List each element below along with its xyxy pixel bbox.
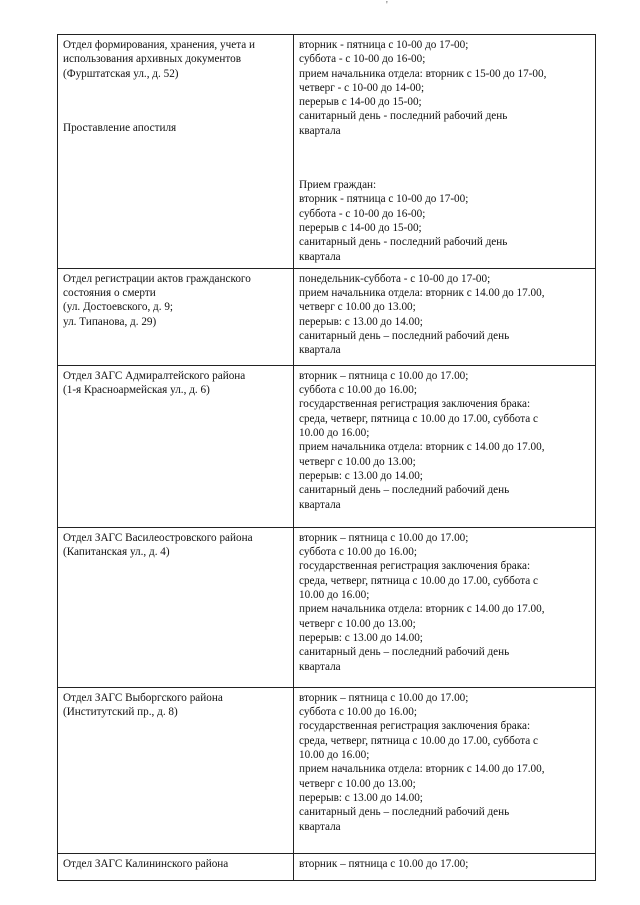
schedule-line: суббота с 10.00 до 16.00; [299, 546, 417, 559]
department-line: Отдел ЗАГС Калининского района [63, 857, 229, 870]
department-line: ул. Типанова, д. 29) [63, 315, 157, 328]
department-line: (ул. Достоевского, д. 9; [63, 301, 174, 314]
schedule-cell [294, 527, 596, 687]
schedule-line: среда, четверг, пятница с 10.00 до 17.00, суббота с [299, 574, 538, 587]
schedule-line: государственная регистрация заключения брака: [299, 398, 531, 411]
schedule-line: квартала [299, 344, 341, 357]
department-cell [58, 268, 294, 365]
schedule-line: квартала [299, 250, 341, 263]
department-line: Отдел ЗАГС Василеостровского района [63, 531, 253, 544]
schedule-line: 10.00 до 16.00; [299, 749, 370, 762]
department-line: Отдел ЗАГС Выборгского района [63, 691, 223, 704]
schedule-line: четверг с 10.00 до 13.00; [299, 777, 416, 790]
schedule-line: перерыв: с 13.00 до 14.00; [299, 469, 423, 482]
section-gap [63, 81, 289, 121]
department-line: (Капитанская ул., д. 4) [63, 546, 170, 559]
schedule-line: перерыв: с 13.00 до 14.00; [299, 791, 423, 804]
schedule-line: прием начальника отдела: вторник с 15-00 до 17-00, [299, 67, 547, 80]
table-row [58, 527, 596, 687]
schedule-line: среда, четверг, пятница с 10.00 до 17.00, суббота с [299, 412, 538, 425]
schedule-line: прием начальника отдела: вторник с 14.00 до 17.00, [299, 441, 545, 454]
department-line: состояния о смерти [63, 287, 156, 300]
table-row [58, 687, 596, 853]
department-line: Отдел ЗАГС Адмиралтейского района [63, 369, 246, 382]
schedule-line: среда, четверг, пятница с 10.00 до 17.00, суббота с [299, 734, 538, 747]
schedule-line: государственная регистрация заключения брака: [299, 560, 531, 573]
schedule-line: квартала [299, 820, 341, 833]
table-row [58, 268, 596, 365]
department-line: (1-я Красноармейская ул., д. 6) [63, 384, 210, 397]
table-row [58, 35, 596, 269]
department-cell [58, 687, 294, 853]
department-cell [58, 853, 294, 880]
schedule-line: понедельник-суббота - с 10-00 до 17-00; [299, 272, 491, 285]
schedule-line: санитарный день – последний рабочий день [299, 646, 510, 659]
table-row [58, 853, 596, 880]
schedule-line: четверг - с 10-00 до 14-00; [299, 81, 425, 94]
schedule-line: суббота с 10.00 до 16.00; [299, 706, 417, 719]
schedule-line: санитарный день - последний рабочий день [299, 236, 508, 249]
department-cell [58, 35, 294, 269]
section-gap [299, 138, 591, 178]
schedule-line: квартала [299, 498, 341, 511]
schedule-line: четверг с 10.00 до 13.00; [299, 455, 416, 468]
schedule-line: государственная регистрация заключения брака: [299, 720, 531, 733]
schedule-line: перерыв: с 13.00 до 14.00; [299, 315, 423, 328]
department-line: Отдел формирования, хранения, учета и [63, 39, 255, 51]
schedule-line: четверг с 10.00 до 13.00; [299, 301, 416, 314]
schedule-line: вторник - пятница с 10-00 до 17-00; [299, 39, 469, 51]
schedule-line: перерыв с 14-00 до 15-00; [299, 96, 422, 109]
department-cell [58, 365, 294, 527]
schedule-line: вторник – пятница с 10.00 до 17.00; [299, 691, 469, 704]
department-line: использования архивных документов [63, 53, 242, 66]
department-line: (Фурштатская ул., д. 52) [63, 67, 179, 80]
page-mark: ' [386, 0, 388, 11]
schedule-line: прием начальника отдела: вторник с 14.00 до 17.00, [299, 603, 545, 616]
schedule-line: вторник – пятница с 10.00 до 17.00; [299, 857, 469, 870]
schedule-cell [294, 687, 596, 853]
schedule-line: вторник - пятница с 10-00 до 17-00; [299, 193, 469, 206]
department-cell [58, 527, 294, 687]
schedule-line: санитарный день - последний рабочий день [299, 110, 508, 123]
schedule-line: вторник – пятница с 10.00 до 17.00; [299, 531, 469, 544]
schedule-line: прием начальника отдела: вторник с 14.00 до 17.00, [299, 287, 545, 300]
schedule-line: 10.00 до 16.00; [299, 589, 370, 602]
schedule-line: суббота - с 10-00 до 16-00; [299, 207, 426, 220]
schedule-line: перерыв с 14-00 до 15-00; [299, 221, 422, 234]
schedule-line: вторник – пятница с 10.00 до 17.00; [299, 369, 469, 382]
department-line: (Институтский пр., д. 8) [63, 706, 178, 719]
schedule-line: перерыв: с 13.00 до 14.00; [299, 631, 423, 644]
table-row [58, 365, 596, 527]
schedule-line: санитарный день – последний рабочий день [299, 806, 510, 819]
schedule-table [57, 34, 596, 881]
schedule-line: Прием граждан: [299, 179, 377, 192]
schedule-line: квартала [299, 124, 341, 137]
schedule-line: санитарный день – последний рабочий день [299, 330, 510, 343]
schedule-cell [294, 35, 596, 269]
schedule-cell [294, 365, 596, 527]
department-line: Отдел регистрации актов гражданского [63, 272, 251, 285]
schedule-line: квартала [299, 660, 341, 673]
schedule-line: санитарный день – последний рабочий день [299, 484, 510, 497]
schedule-line: четверг с 10.00 до 13.00; [299, 617, 416, 630]
schedule-cell [294, 268, 596, 365]
schedule-line: 10.00 до 16.00; [299, 427, 370, 440]
department-line: Проставление апостиля [63, 121, 177, 134]
schedule-line: прием начальника отдела: вторник с 14.00 до 17.00, [299, 763, 545, 776]
schedule-line: суббота - с 10-00 до 16-00; [299, 53, 426, 66]
schedule-line: суббота с 10.00 до 16.00; [299, 384, 417, 397]
schedule-cell [294, 853, 596, 880]
